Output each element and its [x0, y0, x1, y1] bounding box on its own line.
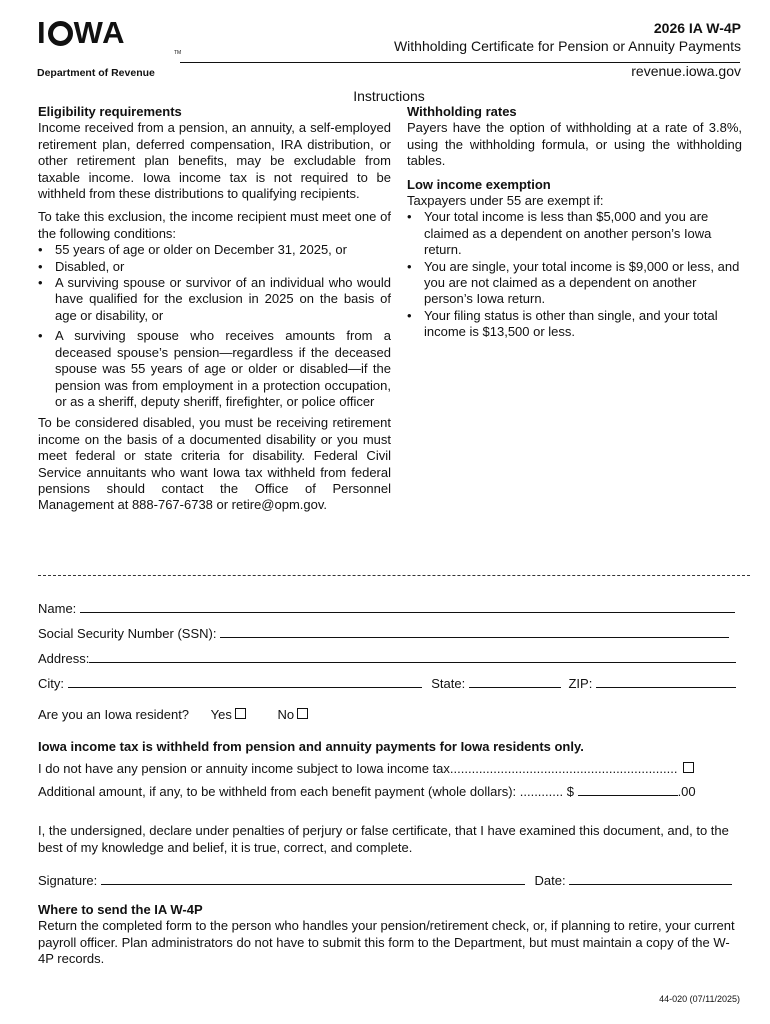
yes-checkbox[interactable]: [235, 708, 246, 719]
name-row: [38, 600, 735, 616]
send-heading: Where to send the IA W-4P: [38, 902, 203, 917]
conditions-list: [38, 242, 391, 410]
additional-amount-field[interactable]: [578, 783, 678, 796]
withheld-statement: Iowa income tax is withheld from pension and annuity payments for Iowa residents only.: [38, 739, 584, 754]
instructions-heading: Instructions: [353, 88, 425, 104]
no-income-checkbox[interactable]: [683, 762, 694, 773]
cut-line: [38, 575, 750, 576]
logo-wordmark: I WA: [37, 15, 126, 50]
eligibility-text: Income received from a pension, an annuity, a self-employed retirement plan, deferred compensation, IRA distribution, or other retirement plan benefits, may be excludable from taxable income. Iowa income tax is not required to be withheld from these distributions to qualifying recipients.: [38, 120, 391, 202]
conditions-intro: To take this exclusion, the income recipient must meet one of the following conditions:: [38, 209, 391, 241]
eligibility-heading: Eligibility requirements: [38, 104, 182, 119]
list-item: • 55 years of age or older on December 31, 2025, or: [38, 242, 391, 258]
additional-row: [38, 783, 696, 799]
address-row: [38, 650, 736, 666]
rates-text: Payers have the option of withholding at a rate of 3.8%, using the withholding formula, or using the withholding tables.: [407, 120, 742, 169]
city-field[interactable]: [68, 675, 422, 688]
date-field[interactable]: [569, 872, 732, 885]
additional-label: Additional amount, if any, to be withheld from each benefit payment (whole dollars): ............ $: [38, 784, 574, 799]
list-item: • A surviving spouse or survivor of an individual who would have qualified for the exclusion in 2025 on the basis of age or disability, or: [38, 275, 391, 324]
declaration: I, the undersigned, declare under penalties of perjury or false certificate, that I have examined this document, and, to the best of my knowledge and belief, it is true, correct, and complete.: [38, 823, 729, 855]
city-row: [38, 675, 736, 691]
no-income-row: [38, 761, 694, 776]
website: revenue.iowa.gov: [631, 63, 741, 79]
ssn-row: [38, 625, 729, 641]
iowa-logo: [37, 15, 182, 79]
send-text: Return the completed form to the person who handles your pension/retirement check, or, if planning to retire, your current payroll officer. Plan administrators do not have to submit this form to the Department, but must maintain a copy of the W-4P records.: [38, 918, 735, 966]
state-field[interactable]: [469, 675, 561, 688]
disabled-text: To be considered disabled, you must be receiving retirement income on the basis of a documented disability or you must meet federal or state criteria for disability. Federal Civil Service annuitants who want Iowa tax withheld from federal pensions should contact the Office of Personnel Management at 888-767-6738 or retire@opm.gov.: [38, 415, 391, 513]
yes-label: Yes: [210, 707, 232, 722]
signature-row: [38, 872, 732, 888]
department-name: Department of Revenue: [37, 67, 155, 79]
form-id: 2026 IA W-4P: [653, 20, 741, 36]
form-title: Withholding Certificate for Pension or Annuity Payments: [393, 38, 741, 54]
right-column: [407, 104, 742, 341]
no-income-label: I do not have any pension or annuity income subject to Iowa income tax: [38, 761, 450, 776]
list-item: • Disabled, or: [38, 259, 391, 275]
zip-label: ZIP:: [568, 676, 593, 691]
state-label: State:: [431, 676, 466, 691]
resident-row: [38, 707, 308, 722]
ssn-label: Social Security Number (SSN):: [38, 626, 217, 641]
no-income-leader: ...............................................................: [449, 761, 678, 776]
additional-cents: .00: [677, 784, 696, 799]
address-field[interactable]: [89, 650, 736, 663]
ssn-field[interactable]: [220, 625, 729, 638]
resident-question: Are you an Iowa resident?: [38, 707, 190, 722]
low-income-intro: Taxpayers under 55 are exempt if:: [407, 193, 604, 209]
signature-field[interactable]: [101, 872, 525, 885]
left-column: [38, 104, 391, 514]
no-checkbox[interactable]: [297, 708, 308, 719]
logo-trademark: TM: [174, 50, 182, 56]
rates-heading: Withholding rates: [407, 104, 517, 119]
no-label: No: [277, 707, 295, 722]
list-item: • Your total income is less than $5,000 and you are claimed as a dependent on another person’s Iowa return.: [407, 209, 742, 258]
list-item: • A surviving spouse who receives amounts from a deceased spouse’s pension—regardless if the deceased spouse was 55 years of age or older or disabled—if the pension was from employment in a protection occupation, or as a sheriff, deputy sheriff, firefighter, or police officer: [38, 328, 391, 410]
signature-label: Signature:: [38, 873, 98, 888]
date-label: Date:: [534, 873, 566, 888]
list-item: • Your filing status is other than single, and your total income is $13,500 or less.: [407, 308, 742, 341]
city-label: City:: [38, 676, 64, 691]
zip-field[interactable]: [596, 675, 736, 688]
list-item: • You are single, your total income is $9,000 or less, and you are not claimed as a dependent on another person’s Iowa return.: [407, 259, 742, 308]
low-income-heading: Low income exemption: [407, 176, 551, 192]
logo-circle-icon: [48, 21, 73, 46]
name-field[interactable]: [80, 600, 735, 613]
name-label: Name:: [38, 601, 77, 616]
form-number: 44-020 (07/11/2025): [659, 994, 740, 1004]
address-label: Address:: [38, 651, 90, 666]
low-income-list: [407, 209, 742, 340]
